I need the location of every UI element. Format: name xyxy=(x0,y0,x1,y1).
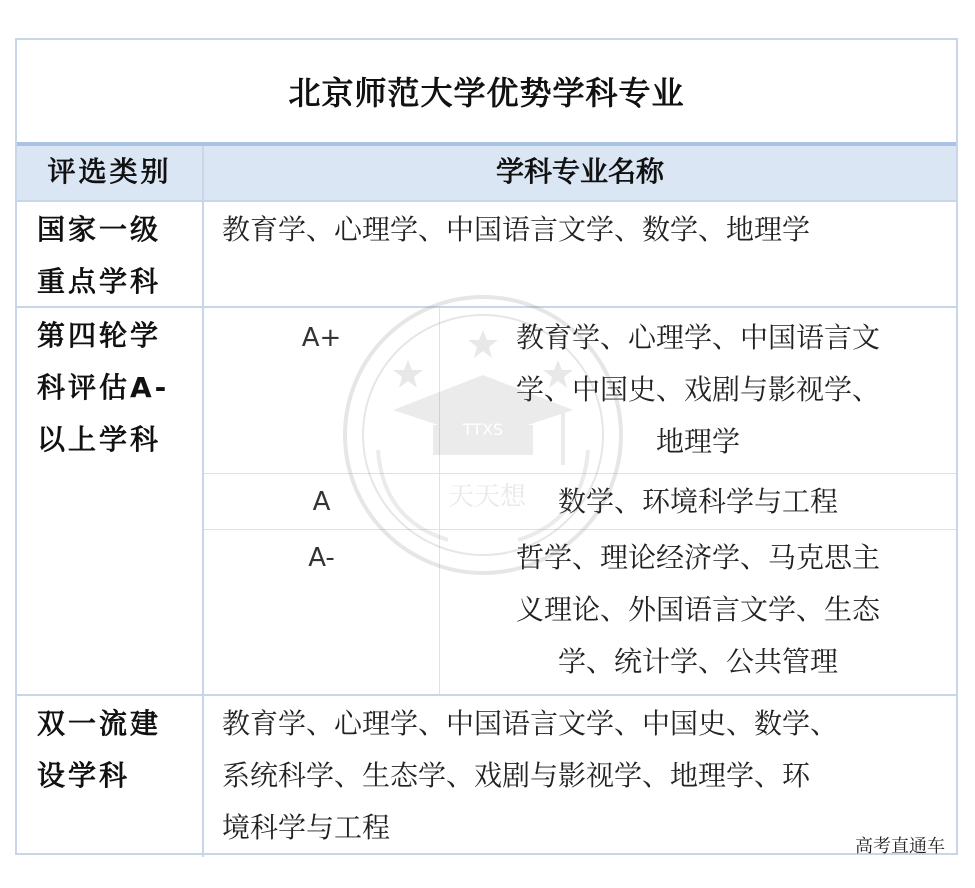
category-line: 第四轮学 xyxy=(37,319,162,352)
table-row xyxy=(17,696,956,857)
table-row xyxy=(17,202,956,308)
subject-line: 义理论、外国语言文学、生态 xyxy=(515,593,880,626)
header-name: 学科专业名称 xyxy=(495,155,664,188)
content-line: 系统科学、生态学、戏剧与影视学、地理学、环 xyxy=(222,759,811,792)
content-line: 境科学与工程 xyxy=(222,811,391,844)
grade-subjects xyxy=(440,474,956,528)
grade-label: A+ xyxy=(204,308,440,473)
subject-line: 哲学、理论经济学、马克思主 xyxy=(515,541,880,574)
category-line: 重点学科 xyxy=(37,265,162,298)
table-row xyxy=(17,308,956,696)
page-title: 北京师范大学优势学科专业 xyxy=(17,40,956,146)
grade-subjects xyxy=(440,308,956,468)
grade-row xyxy=(204,530,956,694)
category-line: 科评估A- xyxy=(37,371,170,404)
row-category xyxy=(17,202,204,306)
row-category xyxy=(17,308,204,694)
table-card xyxy=(15,38,958,855)
table-header xyxy=(17,146,956,202)
subject-line: 地理学 xyxy=(655,425,740,458)
grade-subjects xyxy=(440,530,956,688)
row-category xyxy=(17,696,204,857)
row-content xyxy=(204,696,956,854)
content-line: 教育学、心理学、中国语言文学、中国史、数学、 xyxy=(222,707,839,740)
grade-row xyxy=(204,308,956,474)
grade-row xyxy=(204,474,956,530)
footer-source: 高考直通车 xyxy=(855,836,945,857)
category-line: 设学科 xyxy=(37,759,131,792)
category-line: 以上学科 xyxy=(37,423,162,456)
subject-line: 教育学、心理学、中国语言文 xyxy=(515,321,880,354)
grade-label: A xyxy=(204,474,440,529)
header-category: 评选类别 xyxy=(17,146,204,200)
category-line: 双一流建 xyxy=(37,707,162,740)
subject-line: 学、中国史、戏剧与影视学、 xyxy=(515,373,880,406)
subject-line: 数学、环境科学与工程 xyxy=(557,485,838,518)
subject-line: 学、统计学、公共管理 xyxy=(557,645,838,678)
row-content xyxy=(204,202,956,256)
grade-label: A- xyxy=(204,530,440,694)
content-line: 教育学、心理学、中国语言文学、数学、地理学 xyxy=(222,213,811,246)
category-line: 国家一级 xyxy=(37,213,162,246)
